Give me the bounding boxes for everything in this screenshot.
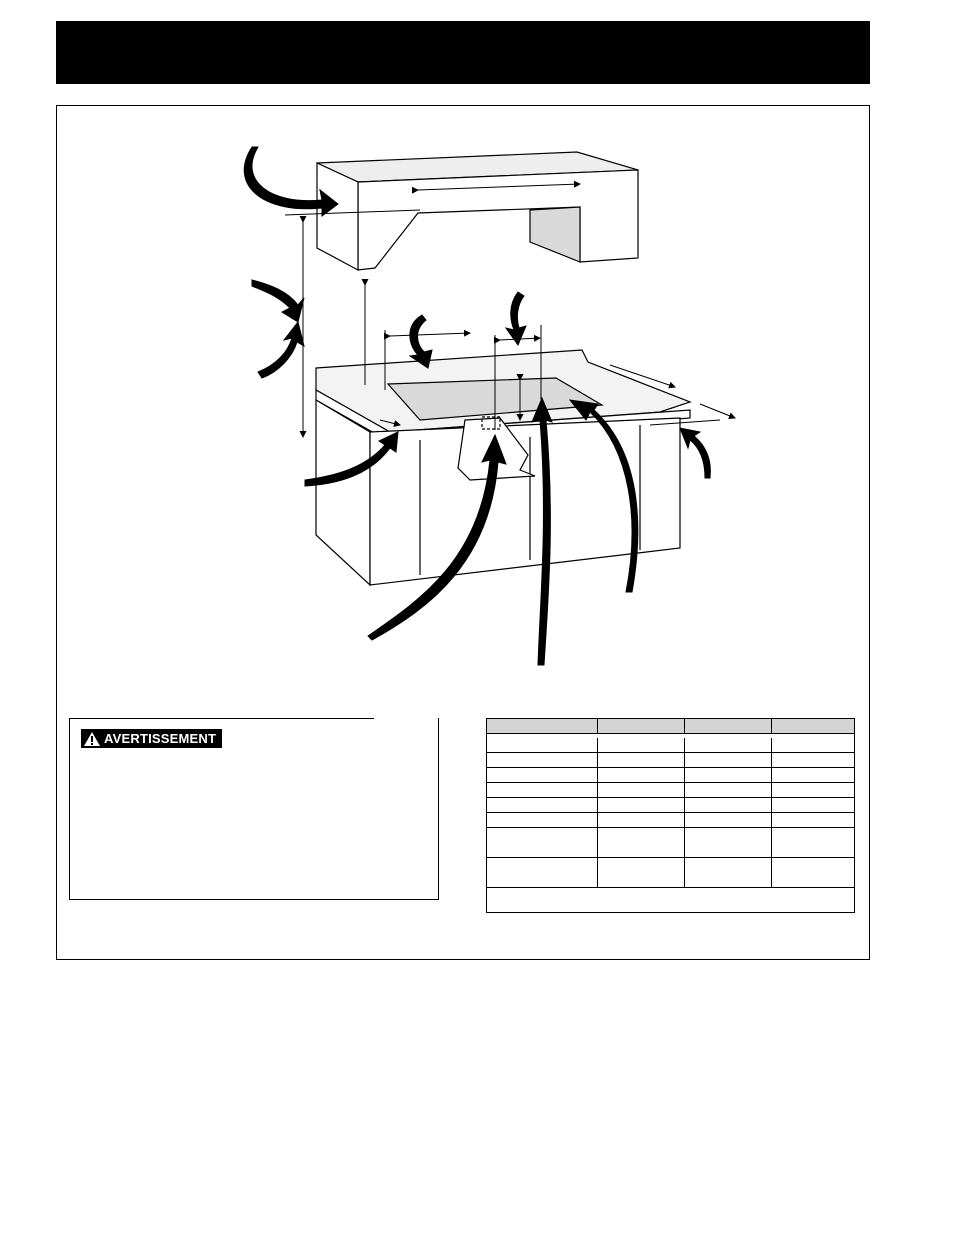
table-cell: [597, 828, 684, 858]
table-cell: [771, 738, 854, 753]
spec-table: [486, 718, 855, 913]
table-row: [487, 813, 854, 828]
overhead-cabinet: [317, 152, 638, 270]
table-cell: [684, 768, 771, 783]
table-cell: [684, 783, 771, 798]
table-cell: [771, 813, 854, 828]
table-cell: [771, 768, 854, 783]
table-cell: [487, 753, 597, 768]
warning-badge: [81, 729, 222, 748]
table-cell: [487, 768, 597, 783]
table-header-cell: [487, 719, 597, 734]
table-cell: [684, 858, 771, 888]
table-cell: [597, 813, 684, 828]
table-cell: [487, 738, 597, 753]
warning-triangle-icon: [83, 731, 101, 747]
table-cell: [684, 798, 771, 813]
table-header-cell: [597, 719, 684, 734]
table-cell: [684, 828, 771, 858]
table-row: [487, 768, 854, 783]
table-cell: [684, 738, 771, 753]
table-row: [487, 753, 854, 768]
table-cell: [684, 813, 771, 828]
warning-label: AVERTISSEMENT: [104, 731, 217, 746]
table-cell: [684, 753, 771, 768]
table-header-cell: [771, 719, 854, 734]
table-row: [487, 828, 854, 858]
table-cell: [771, 783, 854, 798]
table-cell: [487, 798, 597, 813]
table-cell: [771, 828, 854, 858]
table-cell: [597, 798, 684, 813]
table-row: [487, 858, 854, 888]
table-cell: [597, 768, 684, 783]
table-cell: [487, 858, 597, 888]
table-header-cell: [684, 719, 771, 734]
table-cell: [597, 738, 684, 753]
table-cell: [771, 753, 854, 768]
table-cell: [597, 783, 684, 798]
table-cell: [487, 783, 597, 798]
table-row: [487, 783, 854, 798]
table-cell: [487, 828, 597, 858]
table-header-row: [487, 719, 854, 734]
table-row: [487, 798, 854, 813]
table-cell: [771, 798, 854, 813]
table-row: [487, 738, 854, 753]
table-cell: [771, 858, 854, 888]
table-cell: [487, 813, 597, 828]
table-cell: [597, 753, 684, 768]
table-cell: [597, 858, 684, 888]
